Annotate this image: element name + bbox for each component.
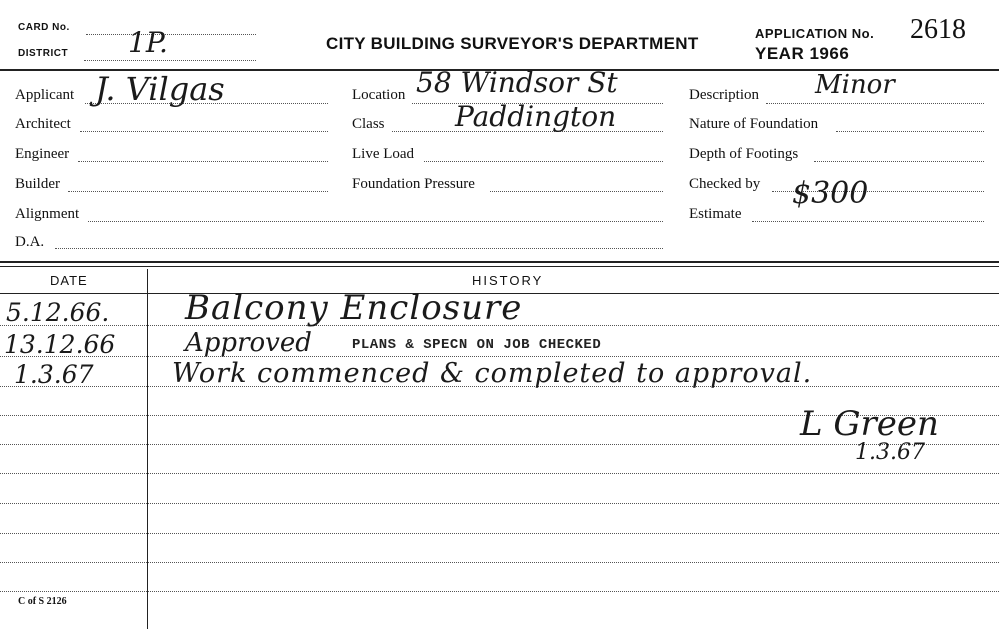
description-line — [766, 103, 984, 104]
section-rule-bottom — [0, 266, 999, 267]
nature-of-foundation-label: Nature of Foundation — [689, 116, 819, 132]
engineer-line — [78, 161, 328, 162]
card-no-label: CARD No. — [18, 22, 70, 33]
foundation-pressure-line — [490, 191, 663, 192]
estimate-label: Estimate — [689, 206, 742, 222]
history-line-8 — [0, 533, 999, 534]
depth-of-footings-label: Depth of Footings — [689, 146, 799, 162]
depth-of-footings-line — [814, 161, 984, 162]
alignment-label: Alignment — [15, 206, 80, 222]
form-code: C of S 2126 — [18, 596, 67, 607]
date-column-header: DATE — [50, 273, 88, 288]
history-text-3: Work commenced & completed to approval. — [172, 358, 813, 389]
card-no-line — [86, 34, 256, 35]
history-date-2: 13.12.66 — [4, 330, 116, 359]
history-line-6 — [0, 473, 999, 474]
history-line-9 — [0, 562, 999, 563]
live-load-line — [424, 161, 663, 162]
application-no-label: APPLICATION No. — [755, 26, 875, 41]
district-label: DISTRICT — [18, 48, 69, 59]
history-line-2 — [0, 356, 999, 357]
history-text-2: Approved — [185, 328, 312, 358]
class-label: Class — [352, 116, 385, 132]
department-title: CITY BUILDING SURVEYOR'S DEPARTMENT — [326, 34, 699, 53]
location-label: Location — [352, 87, 406, 103]
da-line — [55, 248, 663, 249]
foundation-pressure-label: Foundation Pressure — [352, 176, 475, 192]
checked-by-label: Checked by — [689, 176, 761, 192]
alignment-line — [88, 221, 663, 222]
description-value: Minor — [815, 70, 895, 100]
live-load-label: Live Load — [352, 146, 415, 162]
history-line-7 — [0, 503, 999, 504]
nature-of-foundation-line — [836, 131, 984, 132]
builder-label: Builder — [15, 176, 60, 192]
signature: L Green — [800, 404, 939, 444]
da-label: D.A. — [15, 234, 45, 250]
architect-label: Architect — [15, 116, 71, 132]
history-date-1: 5.12.66. — [6, 298, 110, 327]
architect-line — [80, 131, 328, 132]
history-line-10 — [0, 591, 999, 592]
district-value: 1P. — [128, 26, 168, 59]
builder-line — [68, 191, 328, 192]
estimate-line — [752, 221, 984, 222]
history-text-1: Balcony Enclosure — [185, 288, 523, 328]
description-label: Description — [689, 87, 759, 103]
signature-date: 1.3.67 — [855, 440, 925, 465]
estimate-value: $300 — [792, 176, 869, 211]
application-no-value: 2618 — [910, 14, 966, 45]
district-line — [84, 60, 256, 61]
history-column-header: HISTORY — [472, 273, 544, 288]
class-value: Paddington — [455, 100, 617, 133]
date-column-divider — [147, 269, 148, 629]
year-label: YEAR 1966 — [755, 44, 850, 63]
applicant-value: J. Vilgas — [95, 70, 225, 108]
history-stamp-2: PLANS & SPECN ON JOB CHECKED — [352, 337, 602, 353]
applicant-label: Applicant — [15, 87, 75, 103]
location-value: 58 Windsor St — [416, 66, 618, 99]
engineer-label: Engineer — [15, 146, 70, 162]
section-rule-top — [0, 261, 999, 263]
history-date-3: 1.3.67 — [14, 360, 94, 389]
history-line-5 — [0, 444, 999, 445]
